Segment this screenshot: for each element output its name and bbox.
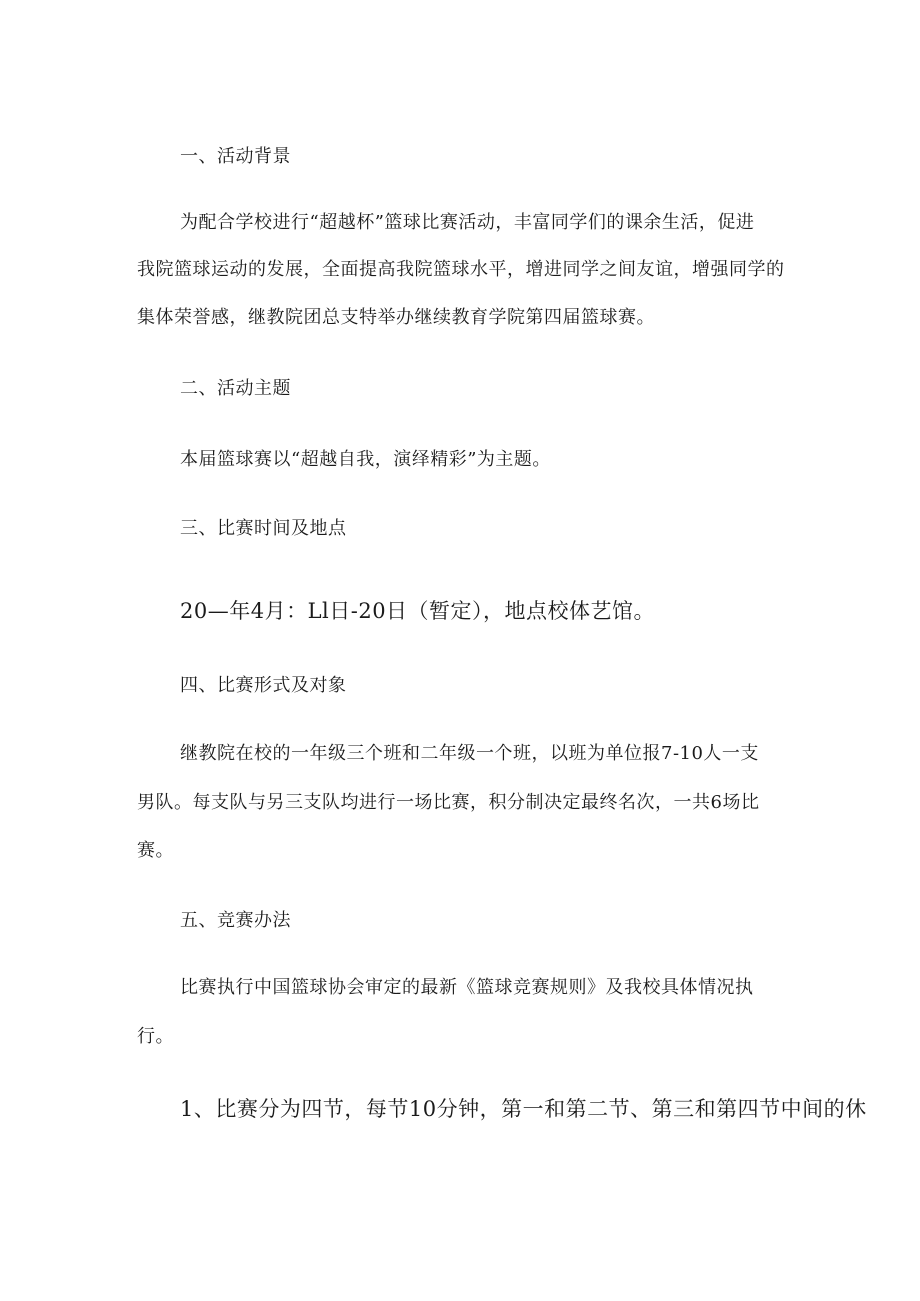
section-heading-format: 四、比赛形式及对象 <box>180 675 347 696</box>
paragraph-line: 男队。每支队与另三支队均进行一场比赛，积分制决定最终名次，一共6场比 <box>137 792 760 813</box>
paragraph-line: 行。 <box>137 1026 174 1047</box>
section-heading-background: 一、活动背景 <box>180 146 291 167</box>
paragraph-line: 本届篮球赛以“超越自我，演绎精彩”为主题。 <box>180 449 551 470</box>
section-heading-theme: 二、活动主题 <box>180 378 291 399</box>
paragraph-line: 我院篮球运动的发展，全面提高我院篮球水平，增进同学之间友谊，增强同学的 <box>137 259 785 280</box>
paragraph-line: 继教院在校的一年级三个班和二年级一个班，以班为单位报7-10人一支 <box>180 743 759 764</box>
section-heading-competition: 五、竞赛办法 <box>180 910 291 931</box>
paragraph-line: 赛。 <box>137 840 174 861</box>
rule-item-1: 1、比赛分为四节，每节10分钟，第一和第二节、第三和第四节中间的休 <box>180 1097 867 1121</box>
section-heading-time-place: 三、比赛时间及地点 <box>180 518 347 539</box>
paragraph-line: 20—年4月：Ll日-20日（暂定），地点校体艺馆。 <box>180 599 656 623</box>
paragraph-line: 为配合学校进行“超越杯”篮球比赛活动，丰富同学们的课余生活，促进 <box>180 212 755 233</box>
paragraph-line: 比赛执行中国篮球协会审定的最新《篮球竞赛规则》及我校具体情况执 <box>180 977 754 998</box>
paragraph-line: 集体荣誉感，继教院团总支特举办继续教育学院第四届篮球赛。 <box>137 307 655 328</box>
